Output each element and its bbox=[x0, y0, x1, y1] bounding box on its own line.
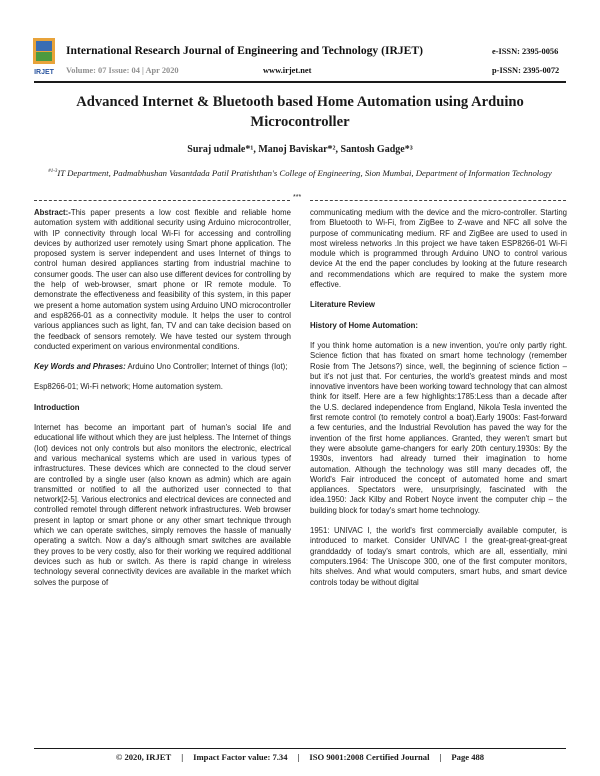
header-rule bbox=[34, 81, 566, 83]
journal-name: International Research Journal of Engineering and Technology (IRJET) bbox=[66, 44, 423, 57]
history-heading: History of Home Automation: bbox=[310, 320, 418, 330]
introduction-text: Internet has become an important part of human's social life and educational life without which they are just helpless. The Internet of things (Iot) devices not only controls but also monitors the electronic, electrical and various mechanical systems which are used in various types of infrastructures. These devices which are connected to the cloud server are controlled by a single user (also known as admin) which are again transmitted or notified to all the authorized user connected to that network[2-5]. Various electronics and electrical devices are connected and controlled remotel through different network infrastructures. Web browser present in laptop or smart phone or any other smart technique through which we can operate switches, simply removes the hassle of manually operating a switch. Now a day's although smart switches are available they proves to be very costly, also for their working we required additional devices such as hub or switch. As there is rapid change in wireless technology several connectivity devices are available in the market which solves the purpose of bbox=[34, 423, 291, 587]
footer: © 2020, IRJET | Impact Factor value: 7.34 | ISO 9001:2008 Certified Journal | Page 488 bbox=[115, 752, 485, 762]
separator-line-right bbox=[310, 200, 566, 201]
left-column bbox=[34, 208, 291, 598]
separator-line-left bbox=[34, 200, 290, 201]
footer-rule bbox=[34, 748, 566, 749]
history-text-2: 1951: UNIVAC I, the world's first commercially available computer, is introduced to market. Consider UNIVAC I the great-great-great-great granddaddy of today's smart controls, which are all, essentially, mini computers.1964: The Uniscope 300, one of the first computer monitors, hits shelves. And what would computers, smart hubs, and smart device controls today be without digital bbox=[310, 526, 567, 587]
continued-text: communicating medium with the device and the micro-controller. Starting from Bluetooth to Wi-Fi, from ZigBee to Z-wave and NFC all solve the purpose of communicating medium. RF and ZigBee are used to used in most wireless networks .In this project we have taken ESP8266-01 Wi-Fi module which is programmed through Arduino UNO to control various device At the end the paper concludes by looking at the future research and recommendations which are required to make the system more effective. bbox=[310, 208, 567, 290]
literature-review-heading: Literature Review bbox=[310, 300, 375, 310]
separator-stars: *** bbox=[293, 194, 302, 201]
title-separator bbox=[34, 196, 566, 204]
irjet-logo bbox=[31, 38, 57, 78]
history-text-1: If you think home automation is a new invention, you're only partly right. Science fiction that has fixated on smart home technology (remember Rosie from The Jetsons?) since, well, the beginning of science fiction – but it's not just that. For centuries, the world's greatest minds and most innovative inventors have been working toward technology that can almost think for itself. Here are a few highlights:1785:Less than a decade after the U.S. declared independence from England, Nikola Tesla invented the first remote control (to remotely control a boat).Early 1900s: Fast-forward a few centuries, and the Industrial Revolution has paved the way for the invention of the first home appliances. Granted, they weren't smart but they were absolute game-changers for early 20th century.1930s: By the 1930s, inventors had already turned their imagination to home automation. Although the technology was still many decades off, the World's Fair introduced the concept of automated home and smart appliances. Spectators were, unsurprisingly, fascinated with the idea.1950: Jack Kilby and Robert Noyce invent the computer chip – the building block for today's smart home technology. bbox=[310, 340, 568, 515]
keywords-continued: Esp8266-01; Wi-Fi network; Home automation system. bbox=[34, 382, 223, 392]
p-issn: p-ISSN: 2395-0072 bbox=[492, 66, 560, 75]
introduction-heading: Introduction bbox=[34, 402, 80, 412]
authors: Suraj udmale*¹, Manoj Baviskar*², Santosh Gadge*³ bbox=[187, 144, 413, 155]
footer-page: Page 488 bbox=[451, 752, 485, 762]
keywords bbox=[34, 362, 291, 372]
footer-copyright: © 2020, IRJET bbox=[115, 752, 172, 762]
affiliation-text: IT Department, Padmabhushan Vasantdada Patil Pratishthan's College of Engineering, Sion Mumbai, Department of Information Technology bbox=[57, 167, 552, 178]
paper-title: Advanced Internet & Bluetooth based Home Automation using Arduino Microcontroller bbox=[76, 94, 524, 130]
abstract bbox=[34, 208, 291, 352]
affiliation bbox=[34, 166, 566, 179]
abstract-label: Abstract:- bbox=[34, 208, 71, 217]
affiliation-marker: #1-3 bbox=[48, 169, 58, 174]
footer-impact-factor: Impact Factor value: 7.34 bbox=[193, 752, 288, 762]
right-column bbox=[310, 208, 567, 598]
logo-text: IRJET bbox=[34, 69, 54, 76]
keywords-text: Arduino Uno Controller; Internet of things (Iot); bbox=[125, 362, 288, 372]
footer-iso: ISO 9001:2008 Certified Journal bbox=[309, 752, 430, 762]
journal-website: www.irjet.net bbox=[263, 66, 312, 75]
volume-issue: Volume: 07 Issue: 04 | Apr 2020 bbox=[66, 66, 179, 75]
keywords-label: Key Words and Phrases: bbox=[34, 362, 126, 372]
e-issn: e-ISSN: 2395-0056 bbox=[492, 47, 559, 56]
abstract-text: This paper presents a low cost flexible and reliable home automation system with additional security using Arduino microcontroller, with IP connectivity through local Wi-Fi for accessing and controlling devices by authorized user remotely using Smart phone application. The proposed system is server independent and uses Internet of things to control human desired appliances starting from industrial machine to consumer goods. The user can also use different devices for controlling by the help of web-browser, smart phone or IR remote module. To demonstrate the effectiveness and feasibility of this system, in this paper we present a home automation system using Arduino UNO microcontroller and esp8266-01 as a connectivity module. It helps the user to control various appliances such as light, fan, TV and can take decision based on the feedback of sensors remotely. We have tested our system through conducted experiment on various environmental conditions. bbox=[34, 208, 291, 351]
